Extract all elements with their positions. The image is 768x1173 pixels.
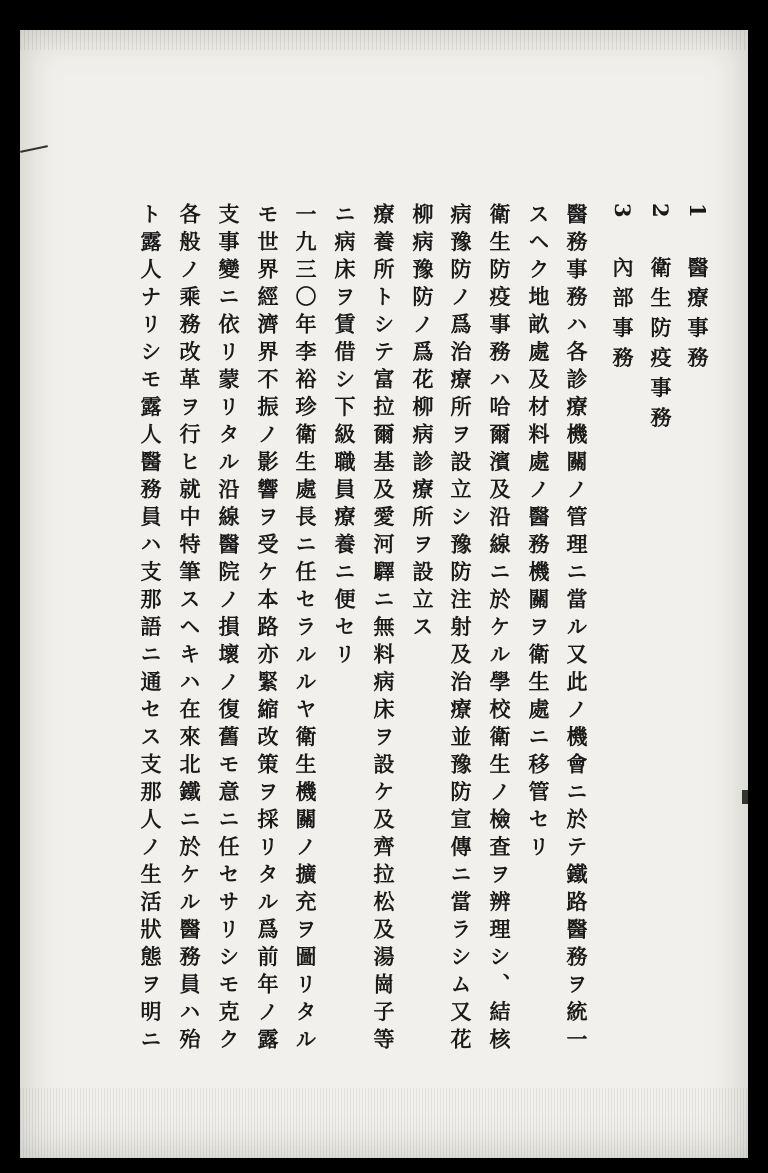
- document-page: [20, 30, 748, 1158]
- text-column-8: 一九三〇年李裕珍衛生處長ニ任セラルルヤ衛生機關ノ擴充ヲ圖リタル: [293, 203, 318, 1056]
- text-column-7: ニ病床ヲ賃借シ下級職員療養ニ便セリ: [332, 203, 357, 671]
- section-heading-1: 1 醫療事務: [685, 203, 710, 377]
- text-column-2: スヘク地畝處及材料處ノ醫務機關ヲ衛生處ニ移管セリ: [526, 203, 551, 863]
- scan-noise-bottom: [20, 1088, 748, 1158]
- text-column-5: 柳病豫防ノ爲花柳病診療所ヲ設立ス: [410, 203, 435, 643]
- scan-mark-left: [20, 145, 48, 153]
- section-heading-3: 3 內部事務: [610, 203, 635, 377]
- scan-noise-top: [20, 30, 748, 50]
- text-column-3: 衛生防疫事務ハ哈爾濱及沿線ニ於ケル學校衛生ノ檢査ヲ辨理シ、結核: [487, 203, 512, 1056]
- text-column-12: ト露人ナリシモ露人醫務員ハ支那語ニ通セス支那人ノ生活狀態ヲ明ニ: [138, 203, 163, 1056]
- text-column-10: 支事變ニ依リ蒙リタル沿線醫院ノ損壞ノ復舊モ意ニ任セサリシモ克ク: [216, 203, 241, 1056]
- text-column-9: モ世界經濟界不振ノ影響ヲ受ケ本路亦緊縮改策ヲ採リタル爲前年ノ露: [255, 203, 280, 1056]
- text-column-11: 各般ノ乘務改革ヲ行ヒ就中特筆スヘキハ在來北鐵ニ於ケル醫務員ハ殆: [177, 203, 202, 1056]
- text-column-1: 醫務事務ハ各診療機關ノ管理ニ當ル又此ノ機會ニ於テ鐵路醫務ヲ統一: [564, 203, 589, 1056]
- scan-mark-right: [742, 790, 748, 804]
- text-column-6: 療養所トシテ富拉爾基及愛河驛ニ無料病床ヲ設ケ及齊拉松及湯崗子等: [371, 203, 396, 1056]
- section-heading-2: 2 衛生防疫事務: [648, 203, 673, 437]
- text-column-4: 病豫防ノ爲治療所ヲ設立シ豫防注射及治療並豫防宣傳ニ當ラシム又花: [448, 203, 473, 1056]
